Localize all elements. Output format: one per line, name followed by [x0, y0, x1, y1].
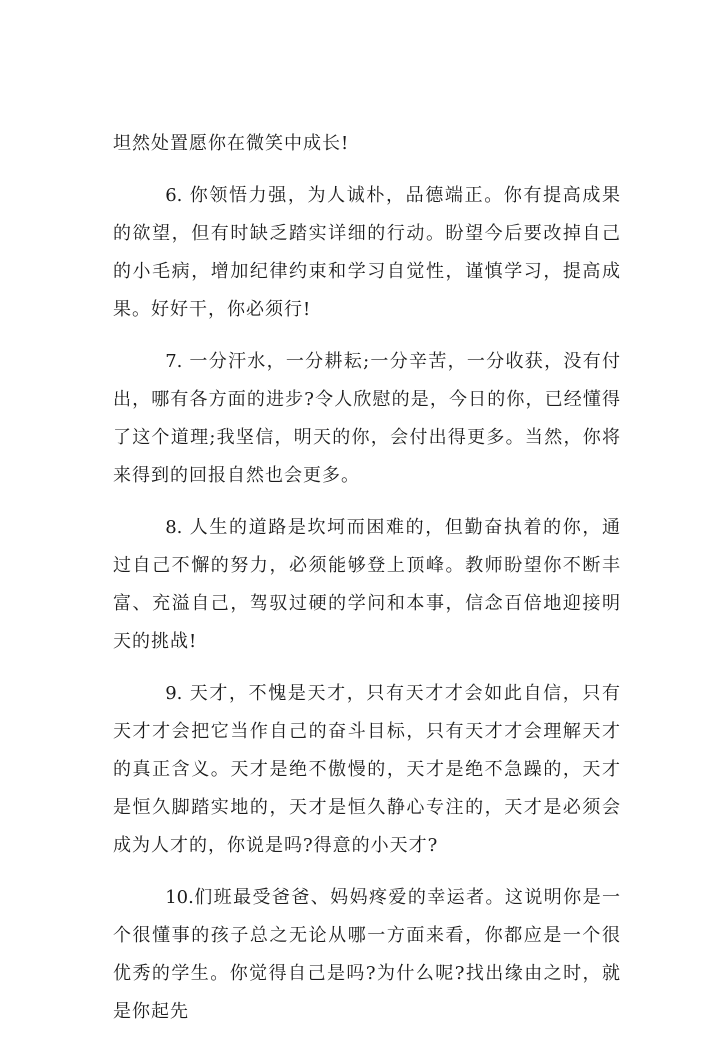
paragraph-text: 人生的道路是坎坷而困难的，但勤奋执着的你，通过自己不懈的努力，必须能够登上顶峰。教师盼望你不断丰富、充溢自己，驾驭过硬的学问和本事，信念百倍地迎接明天的挑战!: [113, 517, 621, 652]
paragraph-item-9: [113, 675, 621, 865]
paragraph-text: 天才，不愧是天才，只有天才才会如此自信，只有天才才会把它当作自己的奋斗目标，只有天才才会理解天才的真正含义。天才是绝不傲慢的，天才是绝不急躁的，天才是恒久脚踏实地的，天才是恒久静心专注的，天才是必须会成为人才的，你说是吗?得意的小天才?: [113, 683, 621, 856]
paragraph-number: 8.: [165, 517, 183, 538]
paragraph-text: 你领悟力强，为人诚朴，品德端正。你有提高成果的欲望，但有时缺乏踏实详细的行动。盼望今后要改掉自己的小毛病，增加纪律约束和学习自觉性，谨慎学习，提高成果。好好干，你必须行!: [113, 185, 621, 320]
paragraph-number: 9.: [165, 683, 183, 704]
paragraph-number: 10.: [165, 887, 194, 908]
paragraph-number: 7.: [165, 351, 183, 372]
paragraph-item-10: [113, 879, 621, 1031]
paragraph-item-6: [113, 177, 621, 329]
paragraph-continuation: [113, 125, 621, 163]
document-body: [113, 125, 621, 1045]
paragraph-text: 坦然处置愿你在微笑中成长!: [113, 133, 350, 154]
paragraph-text: 们班最受爸爸、妈妈疼爱的幸运者。这说明你是一个很懂事的孩子总之无论从哪一方面来看，你都应是一个很优秀的学生。你觉得自己是吗?为什么呢?找出缘由之时，就是你起先: [113, 887, 621, 1022]
paragraph-item-8: [113, 509, 621, 661]
paragraph-number: 6.: [165, 185, 183, 206]
paragraph-item-7: [113, 343, 621, 495]
paragraph-text: 一分汗水，一分耕耘;一分辛苦，一分收获，没有付出，哪有各方面的进步?令人欣慰的是，今日的你，已经懂得了这个道理;我坚信，明天的你，会付出得更多。当然，你将来得到的回报自然也会更多。: [113, 351, 621, 486]
